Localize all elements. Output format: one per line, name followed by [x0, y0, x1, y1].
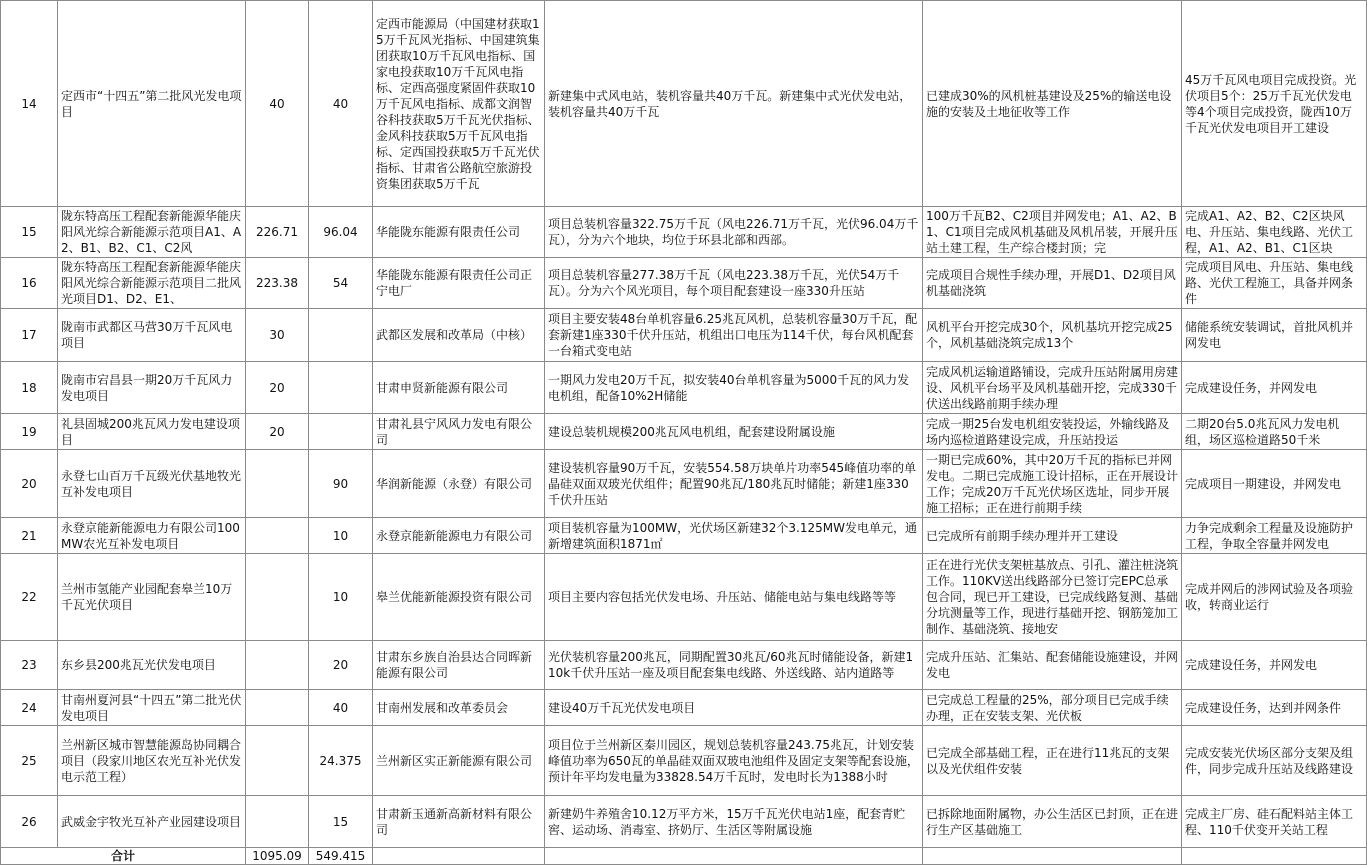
cell-project-name: 永登七山百万千瓦级光伏基地牧光互补发电项目 — [58, 450, 246, 518]
cell-target: 完成建设任务，并网发电 — [1182, 362, 1367, 414]
cell-target: 完成A1、A2、B2、C2区块风电、升压站、集电线路、光伏工程，A1、A2、B1、C1区块 — [1182, 207, 1367, 258]
cell-capacity — [309, 362, 373, 414]
cell-owner: 华润新能源（永登）有限公司 — [373, 450, 545, 518]
cell-no: 18 — [1, 362, 58, 414]
cell-project-name: 定西市“十四五”第二批风光发电项目 — [58, 1, 246, 207]
cell-no: 24 — [1, 690, 58, 726]
cell-owner: 甘肃东乡族自治县达合同晖新能源有限公司 — [373, 641, 545, 690]
cell-content: 新建集中式风电站，装机容量共40万千瓦。新建集中式光伏发电站，装机容量共40万千瓦 — [545, 1, 923, 207]
cell-investment — [246, 554, 309, 641]
cell-no: 20 — [1, 450, 58, 518]
cell-target: 完成建设任务，并网发电 — [1182, 641, 1367, 690]
cell-progress: 已完成总工程量的25%，部分项目已完成手续办理，正在安装支架、光伏板 — [923, 690, 1182, 726]
cell-investment: 30 — [246, 309, 309, 362]
cell-content: 项目装机容量为100MW，光伏场区新建32个3.125MW发电单元，通新增建筑面积1871㎡ — [545, 518, 923, 554]
cell-progress: 已拆除地面附属物，办公生活区已封顶，正在进行生产区基础施工 — [923, 796, 1182, 848]
cell-progress: 风机平台开挖完成30个，风机基坑开挖完成25个，风机基础浇筑完成13个 — [923, 309, 1182, 362]
total-investment: 1095.09 — [246, 848, 309, 865]
cell-project-name: 陇南市宕昌县一期20万千瓦风力发电项目 — [58, 362, 246, 414]
cell-project-name: 兰州新区城市智慧能源岛协同耦合项目（段家川地区农光互补光伏发电示范工程） — [58, 726, 246, 796]
cell-project-name: 陇南市武都区马营30万千瓦风电项目 — [58, 309, 246, 362]
cell-target: 完成安装光伏场区部分支架及组件，同步完成升压站及线路建设 — [1182, 726, 1367, 796]
cell-no: 14 — [1, 1, 58, 207]
table-row — [1, 258, 1367, 309]
cell-content: 建设总装机规模200兆瓦风电机组，配套建设附属设施 — [545, 414, 923, 450]
cell-target: 力争完成剩余工程量及设施防护工程，争取全容量并网发电 — [1182, 518, 1367, 554]
cell-capacity: 15 — [309, 796, 373, 848]
cell-investment: 20 — [246, 414, 309, 450]
cell-project-name: 甘南州夏河县“十四五”第二批光伏发电项目 — [58, 690, 246, 726]
cell-target: 储能系统安装调试，首批风机并网发电 — [1182, 309, 1367, 362]
cell-no: 23 — [1, 641, 58, 690]
cell-target: 二期20台5.0兆瓦风力发电机组，场区巡检道路50千米 — [1182, 414, 1367, 450]
cell-investment — [246, 450, 309, 518]
cell-capacity: 24.375 — [309, 726, 373, 796]
cell-progress: 完成升压站、汇集站、配套储能设施建设，并网发电 — [923, 641, 1182, 690]
cell-content: 项目总装机容量277.38万千瓦（风电223.38万千瓦，光伏54万千瓦）。分为六个风光项目，每个项目配套建设一座330升压站 — [545, 258, 923, 309]
cell-project-name: 武威金宇牧光互补产业园建设项目 — [58, 796, 246, 848]
cell-target: 完成主厂房、硅石配料站主体工程、110千伏变开关站工程 — [1182, 796, 1367, 848]
table-row — [1, 414, 1367, 450]
cell-progress: 已建成30%的风机桩基建设及25%的输送电设施的安装及土地征收等工作 — [923, 1, 1182, 207]
cell-project-name: 陇东特高压工程配套新能源华能庆阳风光综合新能源示范项目A1、A2、B1、B2、C1、C2风 — [58, 207, 246, 258]
cell-progress: 完成一期25台发电机组安装投运，外输线路及场内巡检道路建设完成，升压站投运 — [923, 414, 1182, 450]
table-row — [1, 450, 1367, 518]
total-row — [1, 848, 1367, 865]
cell-capacity: 40 — [309, 690, 373, 726]
cell-capacity: 96.04 — [309, 207, 373, 258]
cell-owner: 甘南州发展和改革委员会 — [373, 690, 545, 726]
cell-owner: 华能陇东能源有限责任公司 — [373, 207, 545, 258]
cell-investment: 40 — [246, 1, 309, 207]
table-row — [1, 518, 1367, 554]
cell-content: 光伏装机容量200兆瓦，同期配置30兆瓦/60兆瓦时储能设备，新建110k千伏升压站一座及项目配套集电线路、外送线路、站内道路等 — [545, 641, 923, 690]
cell-content: 建设装机容量90万千瓦，安装554.58万块单片功率545峰值功率的单晶硅双面双玻光伏组件；配置90兆瓦/180兆瓦时储能；新建1座330千伏升压站 — [545, 450, 923, 518]
cell-target: 完成并网后的涉网试验及各项验收，转商业运行 — [1182, 554, 1367, 641]
total-empty-progress — [923, 848, 1182, 865]
cell-capacity: 10 — [309, 554, 373, 641]
table-row — [1, 1, 1367, 207]
cell-progress: 完成项目合规性手续办理，开展D1、D2项目风机基础浇筑 — [923, 258, 1182, 309]
table-row — [1, 726, 1367, 796]
table-row — [1, 641, 1367, 690]
cell-no: 26 — [1, 796, 58, 848]
cell-progress: 100万千瓦B2、C2项目并网发电；A1、A2、B1、C1项目完成风机基础及风机吊装，开展升压站土建工程，生产综合楼封顶；完 — [923, 207, 1182, 258]
cell-no: 22 — [1, 554, 58, 641]
cell-capacity: 20 — [309, 641, 373, 690]
cell-investment — [246, 690, 309, 726]
cell-investment: 20 — [246, 362, 309, 414]
cell-owner: 华能陇东能源有限责任公司正宁电厂 — [373, 258, 545, 309]
total-label: 合计 — [1, 848, 246, 865]
cell-progress: 完成风机运输道路铺设，完成升压站附属用房建设、风机平台场平及风机基础开挖，完成330千伏送出线路前期手续办理 — [923, 362, 1182, 414]
total-empty-target — [1182, 848, 1367, 865]
cell-investment — [246, 641, 309, 690]
total-capacity: 549.415 — [309, 848, 373, 865]
table-row — [1, 690, 1367, 726]
cell-capacity — [309, 309, 373, 362]
cell-owner: 甘肃礼县宁风风力发电有限公司 — [373, 414, 545, 450]
total-empty-content — [545, 848, 923, 865]
table-row — [1, 309, 1367, 362]
cell-project-name: 兰州市氢能产业园配套皋兰10万千瓦光伏项目 — [58, 554, 246, 641]
table-row — [1, 207, 1367, 258]
cell-project-name: 陇东特高压工程配套新能源华能庆阳风光综合新能源示范项目二批风光项目D1、D2、E1、 — [58, 258, 246, 309]
cell-content: 新建奶牛养殖舍10.12万平方米，15万千瓦光伏电站1座，配套青贮窖、运动场、消毒室、挤奶厅、生活区等附属设施 — [545, 796, 923, 848]
table-row — [1, 362, 1367, 414]
cell-investment: 223.38 — [246, 258, 309, 309]
cell-owner: 定西市能源局（中国建材获取15万千瓦风光指标、中国建筑集团获取10万千瓦风电指标、国家电投获取10万千瓦风电指标、定西高强度紧固件获取10万千瓦风电指标、成都文润智谷科技获取5万千瓦光伏指标、金风科技获取5万千瓦风电指标、定西国投获取5万千瓦光伏指标、甘肃省公路航空旅游投资集团获取5万千瓦 — [373, 1, 545, 207]
cell-no: 16 — [1, 258, 58, 309]
table-row — [1, 796, 1367, 848]
cell-content: 项目主要安装48台单机容量6.25兆瓦风机，总装机容量30万千瓦，配套新建1座330千伏升压站，机组出口电压为114千伏，每台风机配套一台箱式变电站 — [545, 309, 923, 362]
cell-progress: 一期已完成60%，其中20万千瓦的指标已并网发电。二期已完成施工设计招标，正在开展设计工作；完成20万千瓦光伏场区选址，同步开展施工招标；正在进行前期手续 — [923, 450, 1182, 518]
cell-progress: 已完成所有前期手续办理并开工建设 — [923, 518, 1182, 554]
cell-progress: 已完成全部基础工程，正在进行11兆瓦的支架以及光伏组件安装 — [923, 726, 1182, 796]
cell-no: 19 — [1, 414, 58, 450]
cell-capacity: 10 — [309, 518, 373, 554]
cell-no: 25 — [1, 726, 58, 796]
cell-no: 21 — [1, 518, 58, 554]
total-empty-owner — [373, 848, 545, 865]
cell-target: 完成项目一期建设，并网发电 — [1182, 450, 1367, 518]
cell-no: 15 — [1, 207, 58, 258]
cell-investment — [246, 726, 309, 796]
cell-capacity — [309, 414, 373, 450]
cell-content: 一期风力发电20万千瓦，拟安装40台单机容量为5000千瓦的风力发电机组，配备10%2H储能 — [545, 362, 923, 414]
cell-capacity: 40 — [309, 1, 373, 207]
cell-no: 17 — [1, 309, 58, 362]
cell-owner: 武都区发展和改革局（中核） — [373, 309, 545, 362]
cell-capacity: 90 — [309, 450, 373, 518]
cell-investment — [246, 796, 309, 848]
cell-investment — [246, 518, 309, 554]
cell-target: 完成建设任务，达到并网条件 — [1182, 690, 1367, 726]
cell-content: 项目主要内容包括光伏发电场、升压站、储能电站与集电线路等等 — [545, 554, 923, 641]
cell-owner: 皋兰优能新能源投资有限公司 — [373, 554, 545, 641]
cell-capacity: 54 — [309, 258, 373, 309]
cell-project-name: 永登京能新能源电力有限公司100MW农光互补发电项目 — [58, 518, 246, 554]
cell-owner: 永登京能新能源电力有限公司 — [373, 518, 545, 554]
cell-project-name: 礼县固城200兆瓦风力发电建设项目 — [58, 414, 246, 450]
cell-target: 45万千瓦风电项目完成投资。光伏项目5个：25万千瓦光伏发电等4个项目完成投资，陇西10万千瓦光伏发电项目开工建设 — [1182, 1, 1367, 207]
cell-investment: 226.71 — [246, 207, 309, 258]
cell-content: 项目总装机容量322.75万千瓦（风电226.71万千瓦，光伏96.04万千瓦），分为六个地块，均位于环县北部和西部。 — [545, 207, 923, 258]
cell-progress: 正在进行光伏支架桩基放点、引孔、灌注桩浇筑工作。110KV送出线路部分已签订完EPC总承包合同，现已开工建设，已完成线路复测、基础分坑测量等工作，现进行基础开挖、钢筋笼加工制作、基础浇筑、接地安 — [923, 554, 1182, 641]
cell-content: 建设40万千瓦光伏发电项目 — [545, 690, 923, 726]
cell-owner: 甘肃申贤新能源有限公司 — [373, 362, 545, 414]
cell-content: 项目位于兰州新区秦川园区，规划总装机容量243.75兆瓦，计划安装峰值功率为650瓦的单晶硅双面双玻电池组件及固定支架等配套设施，预计年平均发电量为33828.54万千瓦时，发电时长为1388小时 — [545, 726, 923, 796]
table-body — [1, 1, 1367, 865]
cell-project-name: 东乡县200兆瓦光伏发电项目 — [58, 641, 246, 690]
cell-owner: 兰州新区实正新能源有限公司 — [373, 726, 545, 796]
table-row — [1, 554, 1367, 641]
cell-target: 完成项目风电、升压站、集电线路、光伏工程施工，具备并网条件 — [1182, 258, 1367, 309]
cell-owner: 甘肃新玉通新高新材料有限公司 — [373, 796, 545, 848]
